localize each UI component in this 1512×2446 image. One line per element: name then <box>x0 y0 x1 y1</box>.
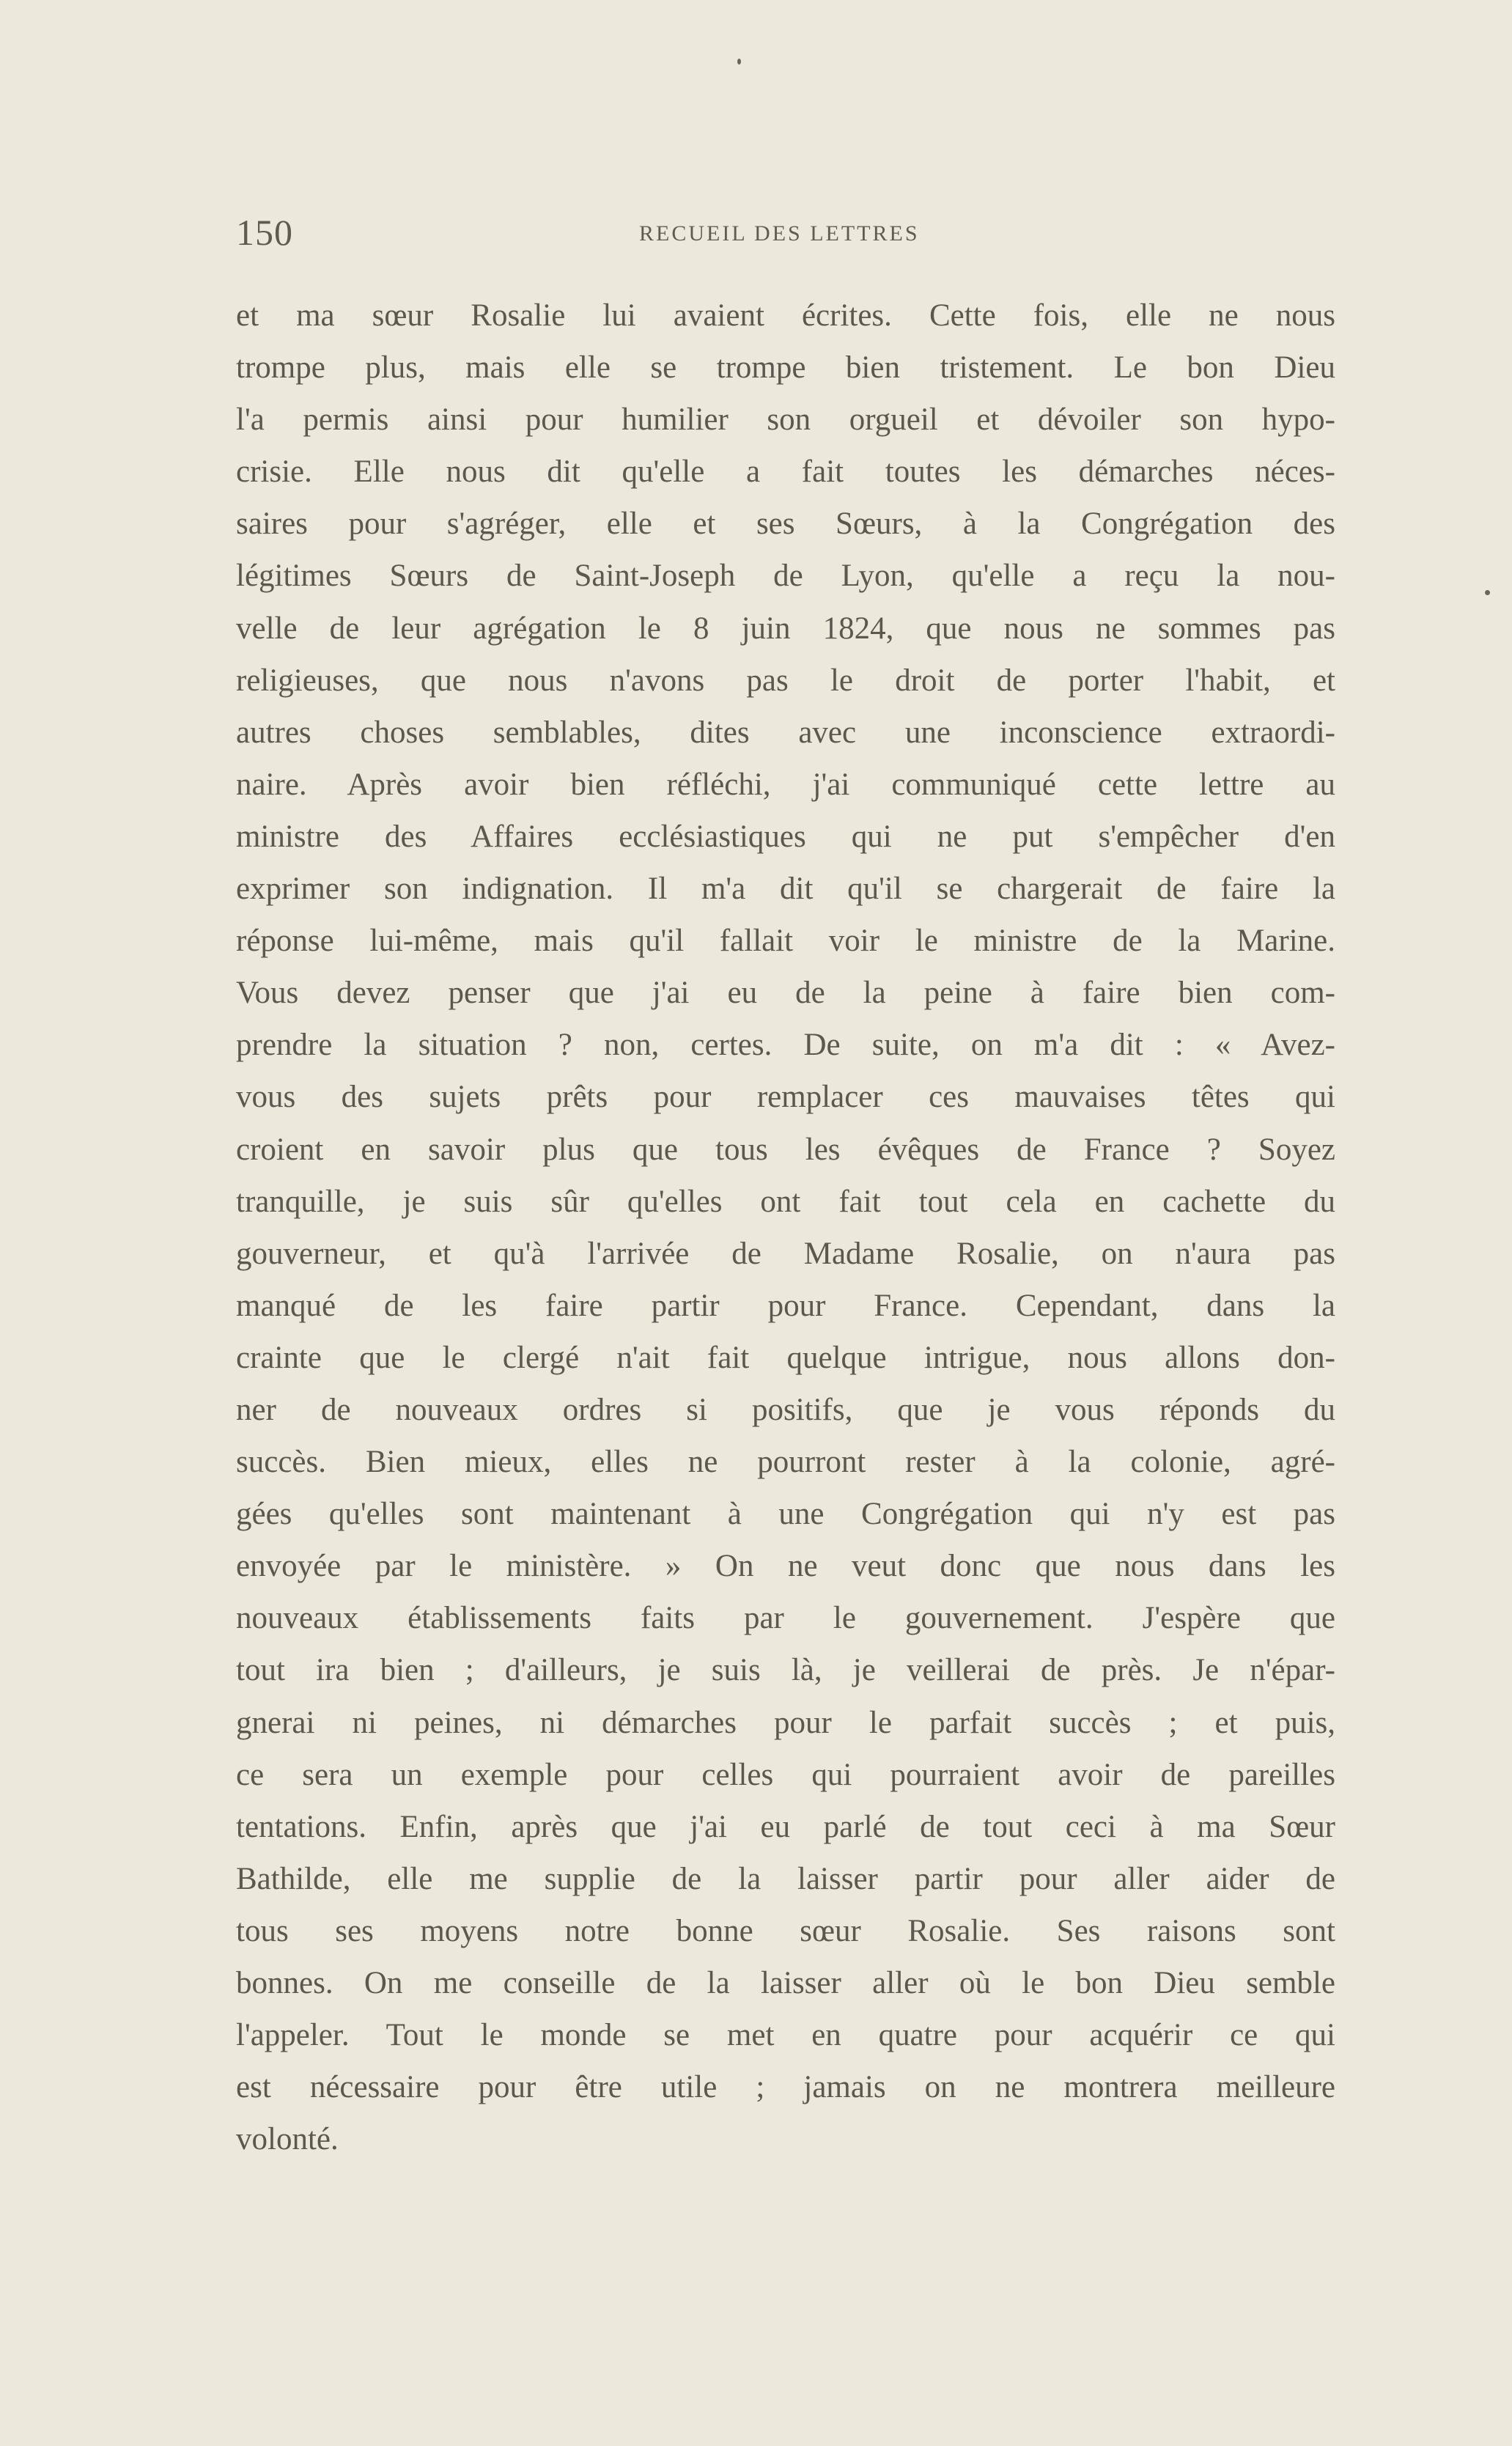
text-line: saires pour s'agréger, elle et ses Sœurs, à la Congrégation des <box>236 506 1335 542</box>
page-speck <box>1485 590 1490 595</box>
text-line: ce sera un exemple pour celles qui pourraient avoir de pareilles <box>236 1757 1335 1792</box>
text-line: tout ira bien ; d'ailleurs, je suis là, je veillerai de près. Je n'épar- <box>236 1653 1335 1688</box>
text-line: religieuses, que nous n'avons pas le droit de porter l'habit, et <box>236 663 1335 698</box>
text-line: légitimes Sœurs de Saint-Joseph de Lyon, qu'elle a reçu la nou- <box>236 559 1335 594</box>
text-line: gnerai ni peines, ni démarches pour le parfait succès ; et puis, <box>236 1705 1335 1740</box>
text-line: velle de leur agrégation le 8 juin 1824, que nous ne sommes pas <box>236 611 1335 646</box>
text-line: bonnes. On me conseille de la laisser aller où le bon Dieu semble <box>236 1966 1335 2000</box>
text-line: ner de nouveaux ordres si positifs, que je vous réponds du <box>236 1392 1335 1427</box>
text-line: tranquille, je suis sûr qu'elles ont fait tout cela en cachette du <box>236 1184 1335 1219</box>
text-line: crisie. Elle nous dit qu'elle a fait toutes les démarches néces- <box>236 454 1335 490</box>
page-speck <box>737 59 741 65</box>
text-line: Bathilde, elle me supplie de la laisser partir pour aller aider de <box>236 1861 1335 1896</box>
text-line: tentations. Enfin, après que j'ai eu parlé de tout ceci à ma Sœur <box>236 1809 1335 1844</box>
text-line: exprimer son indignation. Il m'a dit qu'il se chargerait de faire la <box>236 872 1335 907</box>
text-line: crainte que le clergé n'ait fait quelque intrigue, nous allons don- <box>236 1340 1335 1375</box>
text-line: volonté. <box>236 2122 339 2157</box>
text-line: gouverneur, et qu'à l'arrivée de Madame Rosalie, on n'aura pas <box>236 1236 1335 1271</box>
text-line: tous ses moyens notre bonne sœur Rosalie. Ses raisons sont <box>236 1913 1335 1948</box>
running-title: RECUEIL DES LETTRES <box>639 221 920 246</box>
text-line: l'appeler. Tout le monde se met en quatre pour acquérir ce qui <box>236 2018 1335 2053</box>
text-line: vous des sujets prêts pour remplacer ces mauvaises têtes qui <box>236 1080 1335 1115</box>
text-line: réponse lui-même, mais qu'il fallait voir le ministre de la Marine. <box>236 924 1335 959</box>
text-line: manqué de les faire partir pour France. Cependant, dans la <box>236 1288 1335 1323</box>
text-line: naire. Après avoir bien réfléchi, j'ai communiqué cette lettre au <box>236 767 1335 802</box>
page-header <box>236 211 1335 258</box>
text-line: autres choses semblables, dites avec une inconscience extraordi- <box>236 715 1335 750</box>
text-line: prendre la situation ? non, certes. De suite, on m'a dit : « Avez- <box>236 1028 1335 1063</box>
text-line: trompe plus, mais elle se trompe bien tristement. Le bon Dieu <box>236 350 1335 386</box>
text-line: Vous devez penser que j'ai eu de la peine à faire bien com- <box>236 976 1335 1011</box>
body-text <box>236 290 1335 2165</box>
page-number: 150 <box>236 212 293 253</box>
text-line: gées qu'elles sont maintenant à une Congrégation qui n'y est pas <box>236 1497 1335 1532</box>
text-line: et ma sœur Rosalie lui avaient écrites. Cette fois, elle ne nous <box>236 298 1335 333</box>
text-line: nouveaux établissements faits par le gouvernement. J'espère que <box>236 1601 1335 1636</box>
text-line: l'a permis ainsi pour humilier son orgueil et dévoiler son hypo- <box>236 402 1335 438</box>
text-line: envoyée par le ministère. » On ne veut donc que nous dans les <box>236 1549 1335 1584</box>
text-line: est nécessaire pour être utile ; jamais on ne montrera meilleure <box>236 2070 1335 2105</box>
text-line: croient en savoir plus que tous les évêques de France ? Soyez <box>236 1132 1335 1167</box>
text-line: succès. Bien mieux, elles ne pourront rester à la colonie, agré- <box>236 1445 1335 1480</box>
text-line: ministre des Affaires ecclésiastiques qui ne put s'empêcher d'en <box>236 819 1335 854</box>
